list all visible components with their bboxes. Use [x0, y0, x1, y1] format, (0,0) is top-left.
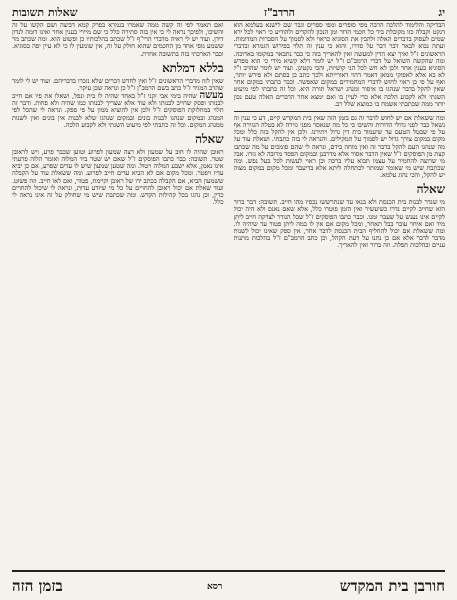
paragraph: שהיה בימי אבי זקני ז"ל באחד שהיה לו בית ונפל, ושאלו את פיו אם חייב לבנותו ופסק שחייב לבנותו ולא עוד אלא שצריך לבנותו כמו שהיה ולא פחות. ודבר זה תלוי במחלוקת הפוסקים ז"ל ולכן אין להוציא ממון על פי ספק. ונראה לי שהכל לפי המנהג ובמקום שנהגו לבנות בונים ובמקום שנהגו שלא לבנות אין בונים ואין לשנות ממנהג המקום. וכל זה כתבתי לפי מיעוט השגתי ולא לקבוע הלכה. [12, 92, 224, 129]
paragraph: מי שנדר לבנות בית הכנסת ולא בנאו עד שנתרששו נכסיו מהו חייב. תשובה: דבר ברור הוא שחייב לקיים נדרו כשיעשיר ואין הזמן פוטרו כלל, אלא שאם נאנס ולא היה יכול לקיים אינו נענש על שעבר זמנו. וכבר כתבו הפוסקים ז"ל שכל הנודר לצדקה חייב ליתן מיד ואם איחר עובר בבל תאחר, ומכל מקום אם אין לו במה ליתן פטור עד שיהיה לו. ומה ששאלת אם יכול להחליף הבית הכנסת לדבר אחר, אין ספק שאינו יכול לשנות מדבר לדבר אלא אם כן נתנו על דעת הקהל, וכן כתב הרמב"ם ז"ל בהלכות מתנות עניים ובהלכות תפלה. וזה ברור ואין להאריך. [233, 198, 445, 250]
text-columns [12, 22, 445, 566]
column-divider [234, 111, 446, 112]
footer-title-left: בזמן הזה [12, 577, 63, 595]
right-column [234, 22, 446, 566]
paragraph: ומה ששאלת אם יש לחוש לדבר זה גם בזמן הזה שאין בית המקדש קיים, דע כי ענין זה נשאל כבר לפני גדולי הדורות והשיבו כי כל מה שנאסר מפני גזירה לא בטלה הגזירה אף על פי שבטל הטעם עד שיעמוד בית דין גדול ויתירנו. ולכן אין להקל בזה כלל ומכל מקום במקום צורך גדול יש לסמוך על המקילים. והנראה לי בזה כתבתי. ושאלת עוד על מה שנהגו העם להקל בדבר זה ואין מוחה בידם, ונראה לי שהם סומכים על מה שכתבו קצת מן הפוסקים ז"ל שאין הדבר אסור אלא מדרבנן ובמקום הפסד מרובה לא גזרו. אבל מי שרוצה להחמיר על עצמו תבוא עליו ברכה וכן ראוי לעשות לכל בעל נפש. ומה שכתבת שיש מי שאומר שמותר לכתחלה ליתא אלא בדיעבד ומכל מקום במקום מצוה יש להקל, והכי נהוג עלמא. [233, 113, 445, 180]
page-number: יג [438, 6, 445, 19]
footer-title-right: חורבן בית המקדש [339, 577, 445, 595]
section-heading: שאלה [195, 131, 224, 146]
running-footer [12, 570, 445, 598]
left-column [12, 22, 224, 566]
paragraph: ראובן שהיה לו חוב על שמעון ולא רצה שמעון לפרוע וטוען שכבר פרע, ויש לראובן שטר. תשובה: כבר כתבו הפוסקים ז"ל שאם יש שטר ביד המלוה ואומר הלוה פרעתי אינו נאמן, אלא ישבע המלוה ויטול. ומה שטען שמעון שיש לו עדים שפרע, אם כן יביא עדיו ויפטר. ומכל מקום אם לא הביא עדים חייב לפרוע. ומה ששאלת עוד על הקבלה ששמעון הביא, אם הקבלה בכתב ידו של ראובן וקיימת, פטור, ואם לאו חייב. וזה פשוט. ועוד שאלת אם יכול ראובן להחרים על כל מי שיודע עדות, ונראה לי שיכול להחרים כדין, וכן נהגו בכל קהילות הקדש. ומה שכתבת שיש מי שחולק על זה אינו נראה לי כלל. [12, 147, 224, 206]
paragraph: ואם תאמר לפי זה קשה ממה שאמרו בגמרא בפרק קמא דביצה ושם הקשו על זה והשיבו, ולפיכך נראה לי כי אין בזה סתירה כלל כי שם מיירי בענין אחר ואינו דומה לנדון דידן. ועוד יש לי ראיה מדברי הרי"ף ז"ל שכתב בהלכותיו כן ופשוט הוא. ומה שכתב מר ששמע מפי אחד מן החכמים שהוא חולק על זה, אין שומעין לו כי לא עיין יפה בסוגיא. וכבר הארכתי בזה בתשובה אחרת. [12, 22, 224, 58]
section-heading: שאלה [416, 182, 445, 197]
section-heading: בללא דמלתא [162, 60, 224, 75]
running-title: הרדב"ז [263, 6, 295, 19]
footer-folio: רסא [207, 582, 223, 592]
paragraph: שאין לזוז מדברי הראשונים ז"ל ואין לחדש דברים שלא נזכרו בדבריהם. ועוד יש לי לומר שהרב המגיד ז"ל כתב בשם הרמב"ן ז"ל כן ונראה שכן עיקר. [12, 76, 224, 92]
running-header [12, 6, 445, 21]
running-section: שאלות תשובות [12, 6, 78, 19]
subsection-heading: מעשה [199, 90, 224, 102]
paragraph: הבדיקה והלימוד להלכה הרבה מפי סופרים ומפי ספרים וגבר שם לישנא בעלמא הוא דנקט וקבלה כזו מקובלת ביד כל חכמי הדור ומן הנכון להקדים ולהודיע כי ראוי לכל ירא שמים לעסוק בדברים האלה ולהבין את הסוגיא כראוי ולא לסמוך על הסברות המדומות. ועתה נבוא לבאר דבר דבר על סדרו, והוא כי ענין זה תלוי בפירוש הגמרא ובדברי הראשונים ז"ל ואיך יצא הדין למעשה ואין להאריך בזה כי כבר נתבאר במקומו בארוכה. ומה שהקשה השואל על דברי הרמב"ם ז"ל יש לומר דלא קשיא מידי כי הוא מפרש הסוגיא בענין אחר ולכן לא חש לכל הני קושיות, והכי נקטינן. ועוד יש לומר שהרב ז"ל לא בא אלא לאפוקי ממאן דאמר דהוי דאורייתא ולכך כתב כן בסתם ולא פירש יותר, ואף על פי כן ראוי לחוש לדברי המחמירים במקום שאפשר. וכבר כתבתי במקום אחר שאין להקל בדבר שנהגו בו איסור ומנהג ישראל תורה היא. וכל זה כתבתי לפי מיעוט השגתי ולא לקבוע הלכה אלא כדי לעיין בו ואם ימצא אחר הדברים האלה טעם נכון יותר ממה שכתבתי אשמח בו כמוצא שלל רב. [233, 22, 445, 108]
